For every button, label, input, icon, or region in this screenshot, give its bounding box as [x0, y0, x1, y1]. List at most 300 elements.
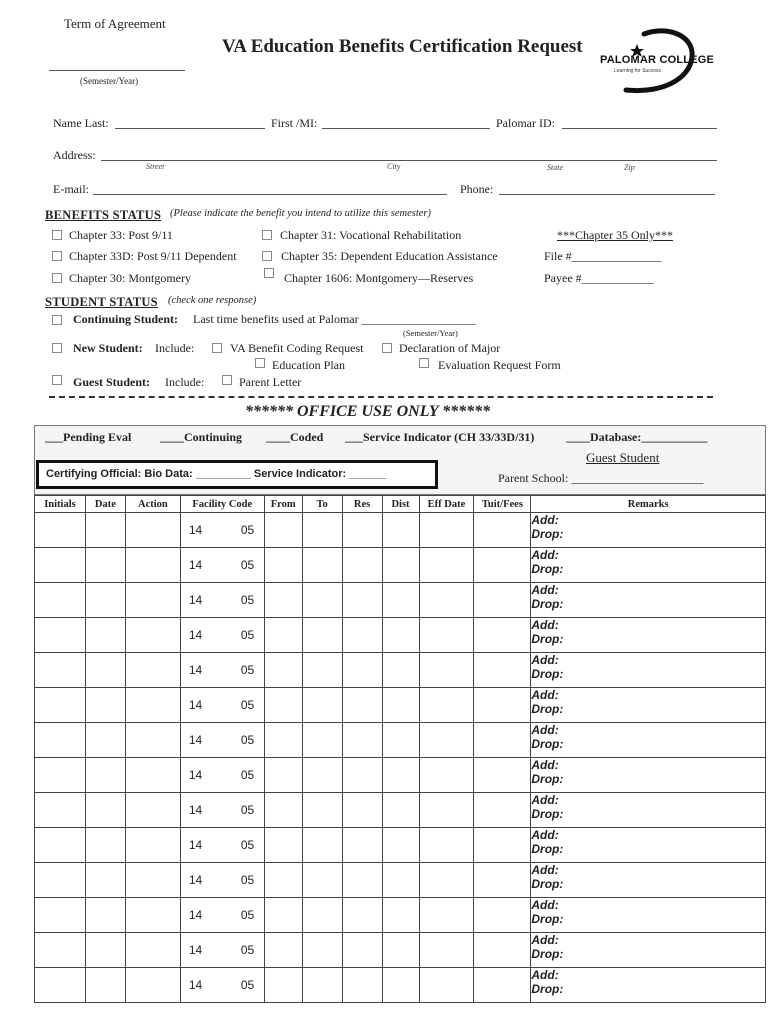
- remarks-cell[interactable]: [531, 898, 766, 933]
- table-cell[interactable]: [342, 828, 382, 863]
- new-include-label: Include:: [155, 341, 195, 355]
- table-cell[interactable]: [474, 863, 531, 898]
- table-cell[interactable]: [419, 793, 474, 828]
- facility-code-cell[interactable]: [180, 968, 264, 1003]
- remarks-add-label: Add:: [531, 793, 559, 807]
- table-cell[interactable]: [419, 618, 474, 653]
- last-benefits-used-field[interactable]: Last time benefits used at Palomar ___________________: [193, 312, 476, 326]
- table-cell[interactable]: [342, 793, 382, 828]
- street-caption: Street: [146, 162, 165, 171]
- remarks-cell[interactable]: [531, 793, 766, 828]
- continuing-field[interactable]: ____Continuing: [160, 430, 243, 444]
- ch35-checkbox[interactable]: [262, 251, 272, 261]
- facility-code-cell[interactable]: [180, 933, 264, 968]
- remarks-add-label: Add:: [531, 758, 559, 772]
- table-cell[interactable]: [35, 828, 86, 863]
- table-cell[interactable]: [419, 933, 474, 968]
- table-cell[interactable]: [125, 793, 180, 828]
- table-cell[interactable]: [264, 793, 302, 828]
- remarks-add-label: Add:: [531, 968, 559, 982]
- table-cell[interactable]: [419, 723, 474, 758]
- table-cell[interactable]: [474, 828, 531, 863]
- table-cell[interactable]: [474, 618, 531, 653]
- remarks-cell[interactable]: [531, 688, 766, 723]
- remarks-drop-label: Drop:: [531, 912, 564, 926]
- facility-code-b: 05: [240, 768, 255, 782]
- table-cell[interactable]: [125, 828, 180, 863]
- table-cell[interactable]: [474, 723, 531, 758]
- table-cell[interactable]: [474, 793, 531, 828]
- table-cell[interactable]: [382, 688, 419, 723]
- table-cell[interactable]: [125, 583, 180, 618]
- new-student-label: New Student:: [73, 341, 143, 355]
- facility-code-a: 14: [188, 663, 203, 677]
- table-cell[interactable]: [382, 793, 419, 828]
- table-row: [35, 723, 766, 758]
- va-coding-label: VA Benefit Coding Request: [230, 341, 364, 355]
- remarks-add-label: Add:: [531, 828, 559, 842]
- phone-label: Phone:: [460, 182, 494, 196]
- table-cell[interactable]: [382, 968, 419, 1003]
- column-header: Tuit/Fees: [474, 496, 531, 513]
- table-cell[interactable]: [85, 653, 125, 688]
- va-coding-checkbox[interactable]: [212, 343, 222, 353]
- table-cell[interactable]: [382, 723, 419, 758]
- remarks-drop-label: Drop:: [531, 982, 564, 996]
- ch35-only-label: ***Chapter 35 Only***: [557, 228, 673, 242]
- table-cell[interactable]: [35, 898, 86, 933]
- database-field[interactable]: ____Database:___________: [566, 430, 708, 444]
- facility-code-b: 05: [240, 908, 255, 922]
- table-cell[interactable]: [85, 688, 125, 723]
- table-cell[interactable]: [342, 968, 382, 1003]
- name-last-field[interactable]: [115, 128, 265, 129]
- palomar-id-label: Palomar ID:: [496, 116, 555, 130]
- table-cell[interactable]: [419, 653, 474, 688]
- table-row: [35, 618, 766, 653]
- email-field[interactable]: [93, 194, 447, 195]
- first-mi-label: First /MI:: [271, 116, 318, 130]
- office-use-heading: ****** OFFICE USE ONLY ******: [245, 403, 491, 420]
- table-cell[interactable]: [35, 723, 86, 758]
- column-header: To: [302, 496, 342, 513]
- facility-code-cell[interactable]: [180, 548, 264, 583]
- guest-student-checkbox[interactable]: [52, 375, 62, 385]
- table-cell[interactable]: [342, 898, 382, 933]
- table-cell[interactable]: [125, 898, 180, 933]
- table-row: [35, 513, 766, 548]
- table-cell[interactable]: [382, 758, 419, 793]
- facility-code-cell[interactable]: [180, 583, 264, 618]
- ch1606-checkbox[interactable]: [264, 268, 274, 278]
- table-cell[interactable]: [125, 933, 180, 968]
- new-student-checkbox[interactable]: [52, 343, 62, 353]
- certification-table: [34, 495, 766, 1003]
- table-row: [35, 898, 766, 933]
- page-title: VA Education Benefits Certification Request: [222, 36, 583, 57]
- table-cell[interactable]: [264, 968, 302, 1003]
- table-cell[interactable]: [342, 758, 382, 793]
- city-caption: City: [387, 162, 401, 171]
- table-cell[interactable]: [302, 828, 342, 863]
- address-field[interactable]: [101, 160, 717, 161]
- table-row: [35, 828, 766, 863]
- facility-code-cell[interactable]: [180, 723, 264, 758]
- declaration-checkbox[interactable]: [382, 343, 392, 353]
- table-cell[interactable]: [382, 653, 419, 688]
- table-cell[interactable]: [35, 513, 86, 548]
- table-cell[interactable]: [125, 968, 180, 1003]
- education-plan-label: Education Plan: [272, 358, 345, 372]
- facility-code-a: 14: [188, 698, 203, 712]
- column-header: Action: [125, 496, 180, 513]
- facility-code-cell[interactable]: [180, 793, 264, 828]
- remarks-drop-label: Drop:: [531, 632, 564, 646]
- table-row: [35, 758, 766, 793]
- table-cell[interactable]: [382, 933, 419, 968]
- ch30-label: Chapter 30: Montgomery: [69, 271, 191, 285]
- remarks-cell[interactable]: [531, 723, 766, 758]
- facility-code-cell[interactable]: [180, 863, 264, 898]
- table-row: [35, 863, 766, 898]
- table-cell[interactable]: [302, 653, 342, 688]
- facility-code-a: 14: [188, 803, 203, 817]
- remarks-add-label: Add:: [531, 618, 559, 632]
- facility-code-cell[interactable]: [180, 828, 264, 863]
- facility-code-cell[interactable]: [180, 758, 264, 793]
- table-cell[interactable]: [264, 828, 302, 863]
- table-cell[interactable]: [302, 618, 342, 653]
- facility-code-a: 14: [188, 838, 203, 852]
- remarks-cell[interactable]: [531, 828, 766, 863]
- table-cell[interactable]: [419, 898, 474, 933]
- table-cell[interactable]: [419, 863, 474, 898]
- remarks-cell[interactable]: [531, 548, 766, 583]
- table-cell[interactable]: [125, 863, 180, 898]
- table-row: [35, 548, 766, 583]
- payee-number-field[interactable]: Payee #____________: [544, 271, 654, 285]
- facility-code-cell[interactable]: [180, 618, 264, 653]
- column-header: Res: [342, 496, 382, 513]
- benefits-status-note: (Please indicate the benefit you intend to utilize this semester): [170, 208, 431, 219]
- table-cell[interactable]: [264, 898, 302, 933]
- table-cell[interactable]: [474, 513, 531, 548]
- table-cell[interactable]: [125, 548, 180, 583]
- file-number-field[interactable]: File #_______________: [544, 249, 662, 263]
- remarks-add-label: Add:: [531, 548, 559, 562]
- remarks-drop-label: Drop:: [531, 842, 564, 856]
- remarks-drop-label: Drop:: [531, 562, 564, 576]
- table-cell[interactable]: [302, 758, 342, 793]
- remarks-drop-label: Drop:: [531, 877, 564, 891]
- certifying-official-field[interactable]: Certifying Official: Bio Data: _________ Service Indicator: ______: [46, 468, 386, 480]
- ch33-checkbox[interactable]: [52, 230, 62, 240]
- facility-code-b: 05: [240, 733, 255, 747]
- table-cell[interactable]: [85, 513, 125, 548]
- table-row: [35, 688, 766, 723]
- table-cell[interactable]: [85, 548, 125, 583]
- service-indicator-field[interactable]: ___Service Indicator (CH 33/33D/31): [345, 430, 535, 444]
- remarks-cell[interactable]: [531, 513, 766, 548]
- ch33d-checkbox[interactable]: [52, 251, 62, 261]
- table-cell[interactable]: [302, 863, 342, 898]
- table-cell[interactable]: [264, 513, 302, 548]
- table-cell[interactable]: [125, 688, 180, 723]
- table-cell[interactable]: [302, 723, 342, 758]
- palomar-id-field[interactable]: [562, 128, 717, 129]
- email-label: E-mail:: [53, 182, 89, 196]
- table-body: [35, 513, 766, 1003]
- facility-code-a: 14: [188, 943, 203, 957]
- table-cell[interactable]: [35, 653, 86, 688]
- table-cell[interactable]: [264, 548, 302, 583]
- ch1606-label: Chapter 1606: Montgomery—Reserves: [284, 271, 474, 285]
- table-cell[interactable]: [342, 583, 382, 618]
- table-cell[interactable]: [264, 688, 302, 723]
- table-cell[interactable]: [342, 653, 382, 688]
- table-cell[interactable]: [264, 758, 302, 793]
- remarks-add-label: Add:: [531, 898, 559, 912]
- table-cell[interactable]: [342, 863, 382, 898]
- facility-code-b: 05: [240, 873, 255, 887]
- ch30-checkbox[interactable]: [52, 273, 62, 283]
- facility-code-b: 05: [240, 593, 255, 607]
- facility-code-cell[interactable]: [180, 688, 264, 723]
- table-cell[interactable]: [342, 618, 382, 653]
- table-cell[interactable]: [85, 933, 125, 968]
- facility-code-b: 05: [240, 838, 255, 852]
- remarks-drop-label: Drop:: [531, 947, 564, 961]
- table-cell[interactable]: [419, 828, 474, 863]
- remarks-add-label: Add:: [531, 513, 559, 527]
- table-cell[interactable]: [342, 933, 382, 968]
- zip-caption: Zip: [624, 163, 635, 172]
- table-cell[interactable]: [85, 758, 125, 793]
- coded-field[interactable]: ____Coded: [266, 430, 324, 444]
- table-cell[interactable]: [342, 548, 382, 583]
- table-cell[interactable]: [382, 618, 419, 653]
- guest-include-label: Include:: [165, 375, 205, 389]
- table-cell[interactable]: [474, 898, 531, 933]
- remarks-drop-label: Drop:: [531, 807, 564, 821]
- table-cell[interactable]: [85, 863, 125, 898]
- evaluation-label: Evaluation Request Form: [438, 358, 561, 372]
- student-status-heading: STUDENT STATUS: [45, 295, 158, 309]
- table-cell[interactable]: [264, 653, 302, 688]
- remarks-cell[interactable]: [531, 863, 766, 898]
- table-cell[interactable]: [125, 723, 180, 758]
- dashed-divider: [49, 396, 713, 398]
- column-header: Dist: [382, 496, 419, 513]
- table-cell[interactable]: [419, 583, 474, 618]
- table-cell[interactable]: [474, 653, 531, 688]
- table-cell[interactable]: [419, 968, 474, 1003]
- facility-code-b: 05: [240, 698, 255, 712]
- education-plan-checkbox[interactable]: [255, 358, 265, 368]
- table-cell[interactable]: [264, 583, 302, 618]
- name-last-label: Name Last:: [53, 116, 109, 130]
- logo-tagline: Learning for Success: [614, 68, 661, 74]
- table-cell[interactable]: [85, 968, 125, 1003]
- table-cell[interactable]: [419, 513, 474, 548]
- table-cell[interactable]: [35, 933, 86, 968]
- table-cell[interactable]: [419, 548, 474, 583]
- table-row: [35, 653, 766, 688]
- parent-letter-checkbox[interactable]: [222, 375, 232, 385]
- facility-code-cell[interactable]: [180, 513, 264, 548]
- facility-code-b: 05: [240, 628, 255, 642]
- semester-year-caption-2: (Semester/Year): [403, 328, 458, 338]
- continuing-student-label: Continuing Student:: [73, 312, 179, 326]
- column-header: Eff Date: [419, 496, 474, 513]
- table-cell[interactable]: [474, 933, 531, 968]
- facility-code-a: 14: [188, 733, 203, 747]
- table-cell[interactable]: [474, 688, 531, 723]
- table-cell[interactable]: [302, 513, 342, 548]
- pending-eval-field[interactable]: ___Pending Eval: [45, 430, 132, 444]
- facility-code-cell[interactable]: [180, 898, 264, 933]
- table-cell[interactable]: [302, 933, 342, 968]
- facility-code-b: 05: [240, 523, 255, 537]
- table-row: [35, 933, 766, 968]
- table-cell[interactable]: [85, 828, 125, 863]
- remarks-add-label: Add:: [531, 653, 559, 667]
- facility-code-a: 14: [188, 978, 203, 992]
- evaluation-checkbox[interactable]: [419, 358, 429, 368]
- parent-school-field[interactable]: Parent School: ______________________: [498, 471, 704, 485]
- ch33-label: Chapter 33: Post 9/11: [69, 228, 173, 242]
- remarks-drop-label: Drop:: [531, 527, 564, 541]
- first-mi-field[interactable]: [322, 128, 490, 129]
- table-cell[interactable]: [302, 688, 342, 723]
- table-cell[interactable]: [342, 513, 382, 548]
- table-cell[interactable]: [35, 758, 86, 793]
- guest-student-link: Guest Student: [586, 450, 660, 465]
- table-cell[interactable]: [35, 583, 86, 618]
- facility-code-a: 14: [188, 628, 203, 642]
- table-cell[interactable]: [474, 583, 531, 618]
- column-header: Date: [85, 496, 125, 513]
- remarks-cell[interactable]: [531, 583, 766, 618]
- address-label: Address:: [53, 148, 96, 162]
- remarks-drop-label: Drop:: [531, 597, 564, 611]
- facility-code-cell[interactable]: [180, 653, 264, 688]
- table-cell[interactable]: [302, 793, 342, 828]
- term-of-agreement-label: Term of Agreement: [64, 16, 166, 31]
- facility-code-a: 14: [188, 768, 203, 782]
- remarks-drop-label: Drop:: [531, 772, 564, 786]
- table-cell[interactable]: [382, 863, 419, 898]
- table-cell[interactable]: [474, 758, 531, 793]
- facility-code-a: 14: [188, 908, 203, 922]
- column-header: From: [264, 496, 302, 513]
- table-row: [35, 793, 766, 828]
- ch31-label: Chapter 31: Vocational Rehabilitation: [280, 228, 462, 242]
- table-cell[interactable]: [342, 723, 382, 758]
- table-cell[interactable]: [85, 793, 125, 828]
- table-cell[interactable]: [474, 968, 531, 1003]
- logo-name: PALOMAR COLLEGE: [600, 54, 715, 66]
- column-header: Remarks: [531, 496, 766, 513]
- table-cell[interactable]: [35, 618, 86, 653]
- remarks-add-label: Add:: [531, 863, 559, 877]
- remarks-add-label: Add:: [531, 723, 559, 737]
- ch33d-label: Chapter 33D: Post 9/11 Dependent: [69, 249, 237, 263]
- continuing-student-checkbox[interactable]: [52, 315, 62, 325]
- table-cell[interactable]: [342, 688, 382, 723]
- remarks-add-label: Add:: [531, 688, 559, 702]
- facility-code-a: 14: [188, 593, 203, 607]
- facility-code-a: 14: [188, 558, 203, 572]
- remarks-cell[interactable]: [531, 933, 766, 968]
- table-cell[interactable]: [125, 618, 180, 653]
- remarks-drop-label: Drop:: [531, 667, 564, 681]
- table-cell[interactable]: [302, 898, 342, 933]
- table-cell[interactable]: [382, 548, 419, 583]
- facility-code-b: 05: [240, 663, 255, 677]
- table-cell[interactable]: [382, 583, 419, 618]
- facility-code-b: 05: [240, 978, 255, 992]
- table-cell[interactable]: [35, 548, 86, 583]
- phone-field[interactable]: [499, 194, 715, 195]
- table-cell[interactable]: [302, 583, 342, 618]
- table-cell[interactable]: [302, 968, 342, 1003]
- table-cell[interactable]: [419, 758, 474, 793]
- ch35-label: Chapter 35: Dependent Education Assistance: [281, 249, 498, 263]
- table-cell[interactable]: [382, 828, 419, 863]
- remarks-add-label: Add:: [531, 933, 559, 947]
- remarks-cell[interactable]: [531, 618, 766, 653]
- table-cell[interactable]: [35, 793, 86, 828]
- table-cell[interactable]: [264, 723, 302, 758]
- remarks-cell[interactable]: [531, 758, 766, 793]
- table-cell[interactable]: [85, 583, 125, 618]
- facility-code-b: 05: [240, 558, 255, 572]
- table-cell[interactable]: [85, 618, 125, 653]
- remarks-cell[interactable]: [531, 653, 766, 688]
- remarks-drop-label: Drop:: [531, 737, 564, 751]
- table-cell[interactable]: [85, 723, 125, 758]
- table-cell[interactable]: [125, 758, 180, 793]
- table-cell[interactable]: [264, 863, 302, 898]
- table-cell[interactable]: [125, 513, 180, 548]
- facility-code-a: 14: [188, 873, 203, 887]
- semester-year-line[interactable]: [49, 70, 185, 71]
- table-cell[interactable]: [125, 653, 180, 688]
- ch31-checkbox[interactable]: [262, 230, 272, 240]
- table-cell[interactable]: [474, 548, 531, 583]
- table-cell[interactable]: [382, 513, 419, 548]
- table-cell[interactable]: [35, 688, 86, 723]
- facility-code-a: 14: [188, 523, 203, 537]
- table-header-row: [35, 496, 766, 513]
- remarks-cell[interactable]: [531, 968, 766, 1003]
- benefits-status-heading: BENEFITS STATUS: [45, 208, 162, 222]
- facility-code-b: 05: [240, 943, 255, 957]
- table-cell[interactable]: [85, 898, 125, 933]
- table-cell[interactable]: [302, 548, 342, 583]
- table-row: [35, 968, 766, 1003]
- table-cell[interactable]: [35, 968, 86, 1003]
- table-cell[interactable]: [382, 898, 419, 933]
- table-cell[interactable]: [35, 863, 86, 898]
- table-cell[interactable]: [264, 933, 302, 968]
- state-caption: State: [547, 163, 563, 172]
- table-row: [35, 583, 766, 618]
- table-cell[interactable]: [419, 688, 474, 723]
- guest-student-label: Guest Student:: [73, 375, 151, 389]
- table-cell[interactable]: [264, 618, 302, 653]
